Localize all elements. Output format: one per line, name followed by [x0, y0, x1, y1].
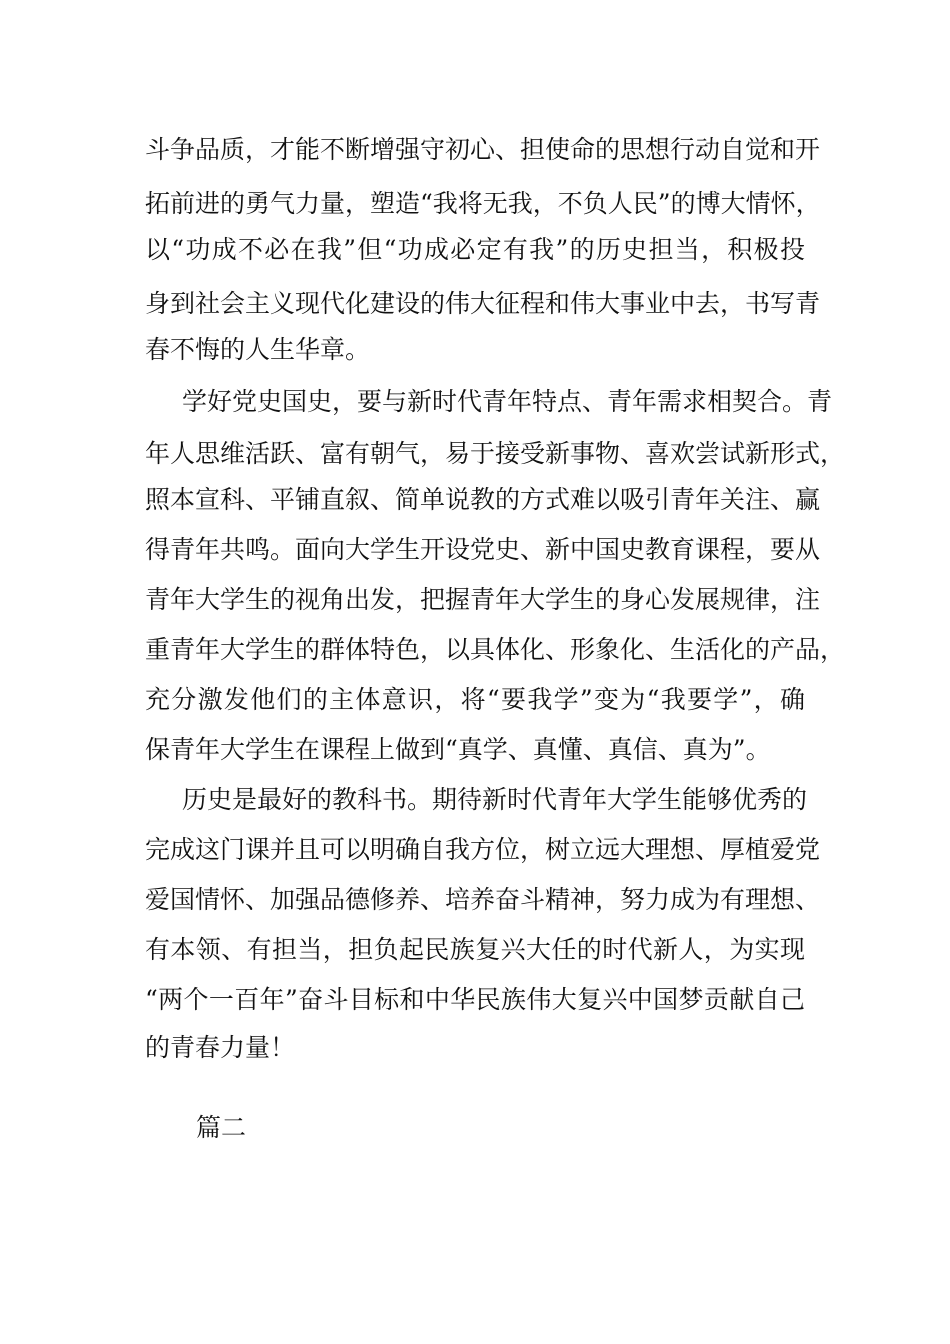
paragraph-1-line-1: 斗争品质，才能不断增强守初心、担使命的思想行动自觉和开: [145, 135, 821, 164]
paragraph-3-line-1: 历史是最好的教科书。期待新时代青年大学生能够优秀的: [182, 785, 808, 814]
paragraph-3-line-4: 有本领、有担当，担负起民族复兴大任的时代新人，为实现: [145, 935, 805, 964]
section-heading: 篇二: [196, 1113, 247, 1142]
paragraph-3-line-2: 完成这门课并且可以明确自我方位，树立远大理想、厚植爱党: [145, 835, 821, 864]
paragraph-2-line-7: 充分激发他们的主体意识，将“要我学”变为“我要学”，确: [145, 685, 805, 714]
paragraph-3-line-3: 爱国情怀、加强品德修养、培养奋斗精神，努力成为有理想、: [145, 885, 821, 914]
paragraph-1-line-4: 身到社会主义现代化建设的伟大征程和伟大事业中去，书写青: [145, 289, 821, 318]
paragraph-2-line-8: 保青年大学生在课程上做到“真学、真懂、真信、真为”。: [145, 735, 771, 764]
paragraph-1-line-5: 春不悔的人生华章。: [145, 335, 371, 364]
paragraph-1-line-3: 以“功成不必在我”但“功成必定有我”的历史担当，积极投: [145, 235, 805, 264]
paragraph-2-line-1: 学好党史国史，要与新时代青年特点、青年需求相契合。青: [182, 387, 833, 416]
paragraph-2-line-4: 得青年共鸣。面向大学生开设党史、新中国史教育课程，要从: [145, 535, 821, 564]
paragraph-2-line-3: 照本宣科、平铺直叙、简单说教的方式难以吸引青年关注、赢: [145, 485, 821, 514]
paragraph-2-line-6: 重青年大学生的群体特色，以具体化、形象化、生活化的产品，: [145, 635, 846, 664]
paragraph-3-line-5: “两个一百年”奋斗目标和中华民族伟大复兴中国梦贡献自己: [145, 985, 805, 1014]
paragraph-2-line-5: 青年大学生的视角出发，把握青年大学生的身心发展规律，注: [145, 585, 821, 614]
paragraph-2-line-2: 年人思维活跃、富有朝气，易于接受新事物、喜欢尝试新形式，: [145, 439, 846, 468]
paragraph-3-line-6: 的青春力量！: [145, 1033, 296, 1062]
paragraph-1-line-2: 拓前进的勇气力量，塑造“我将无我，不负人民”的博大情怀，: [145, 189, 821, 218]
